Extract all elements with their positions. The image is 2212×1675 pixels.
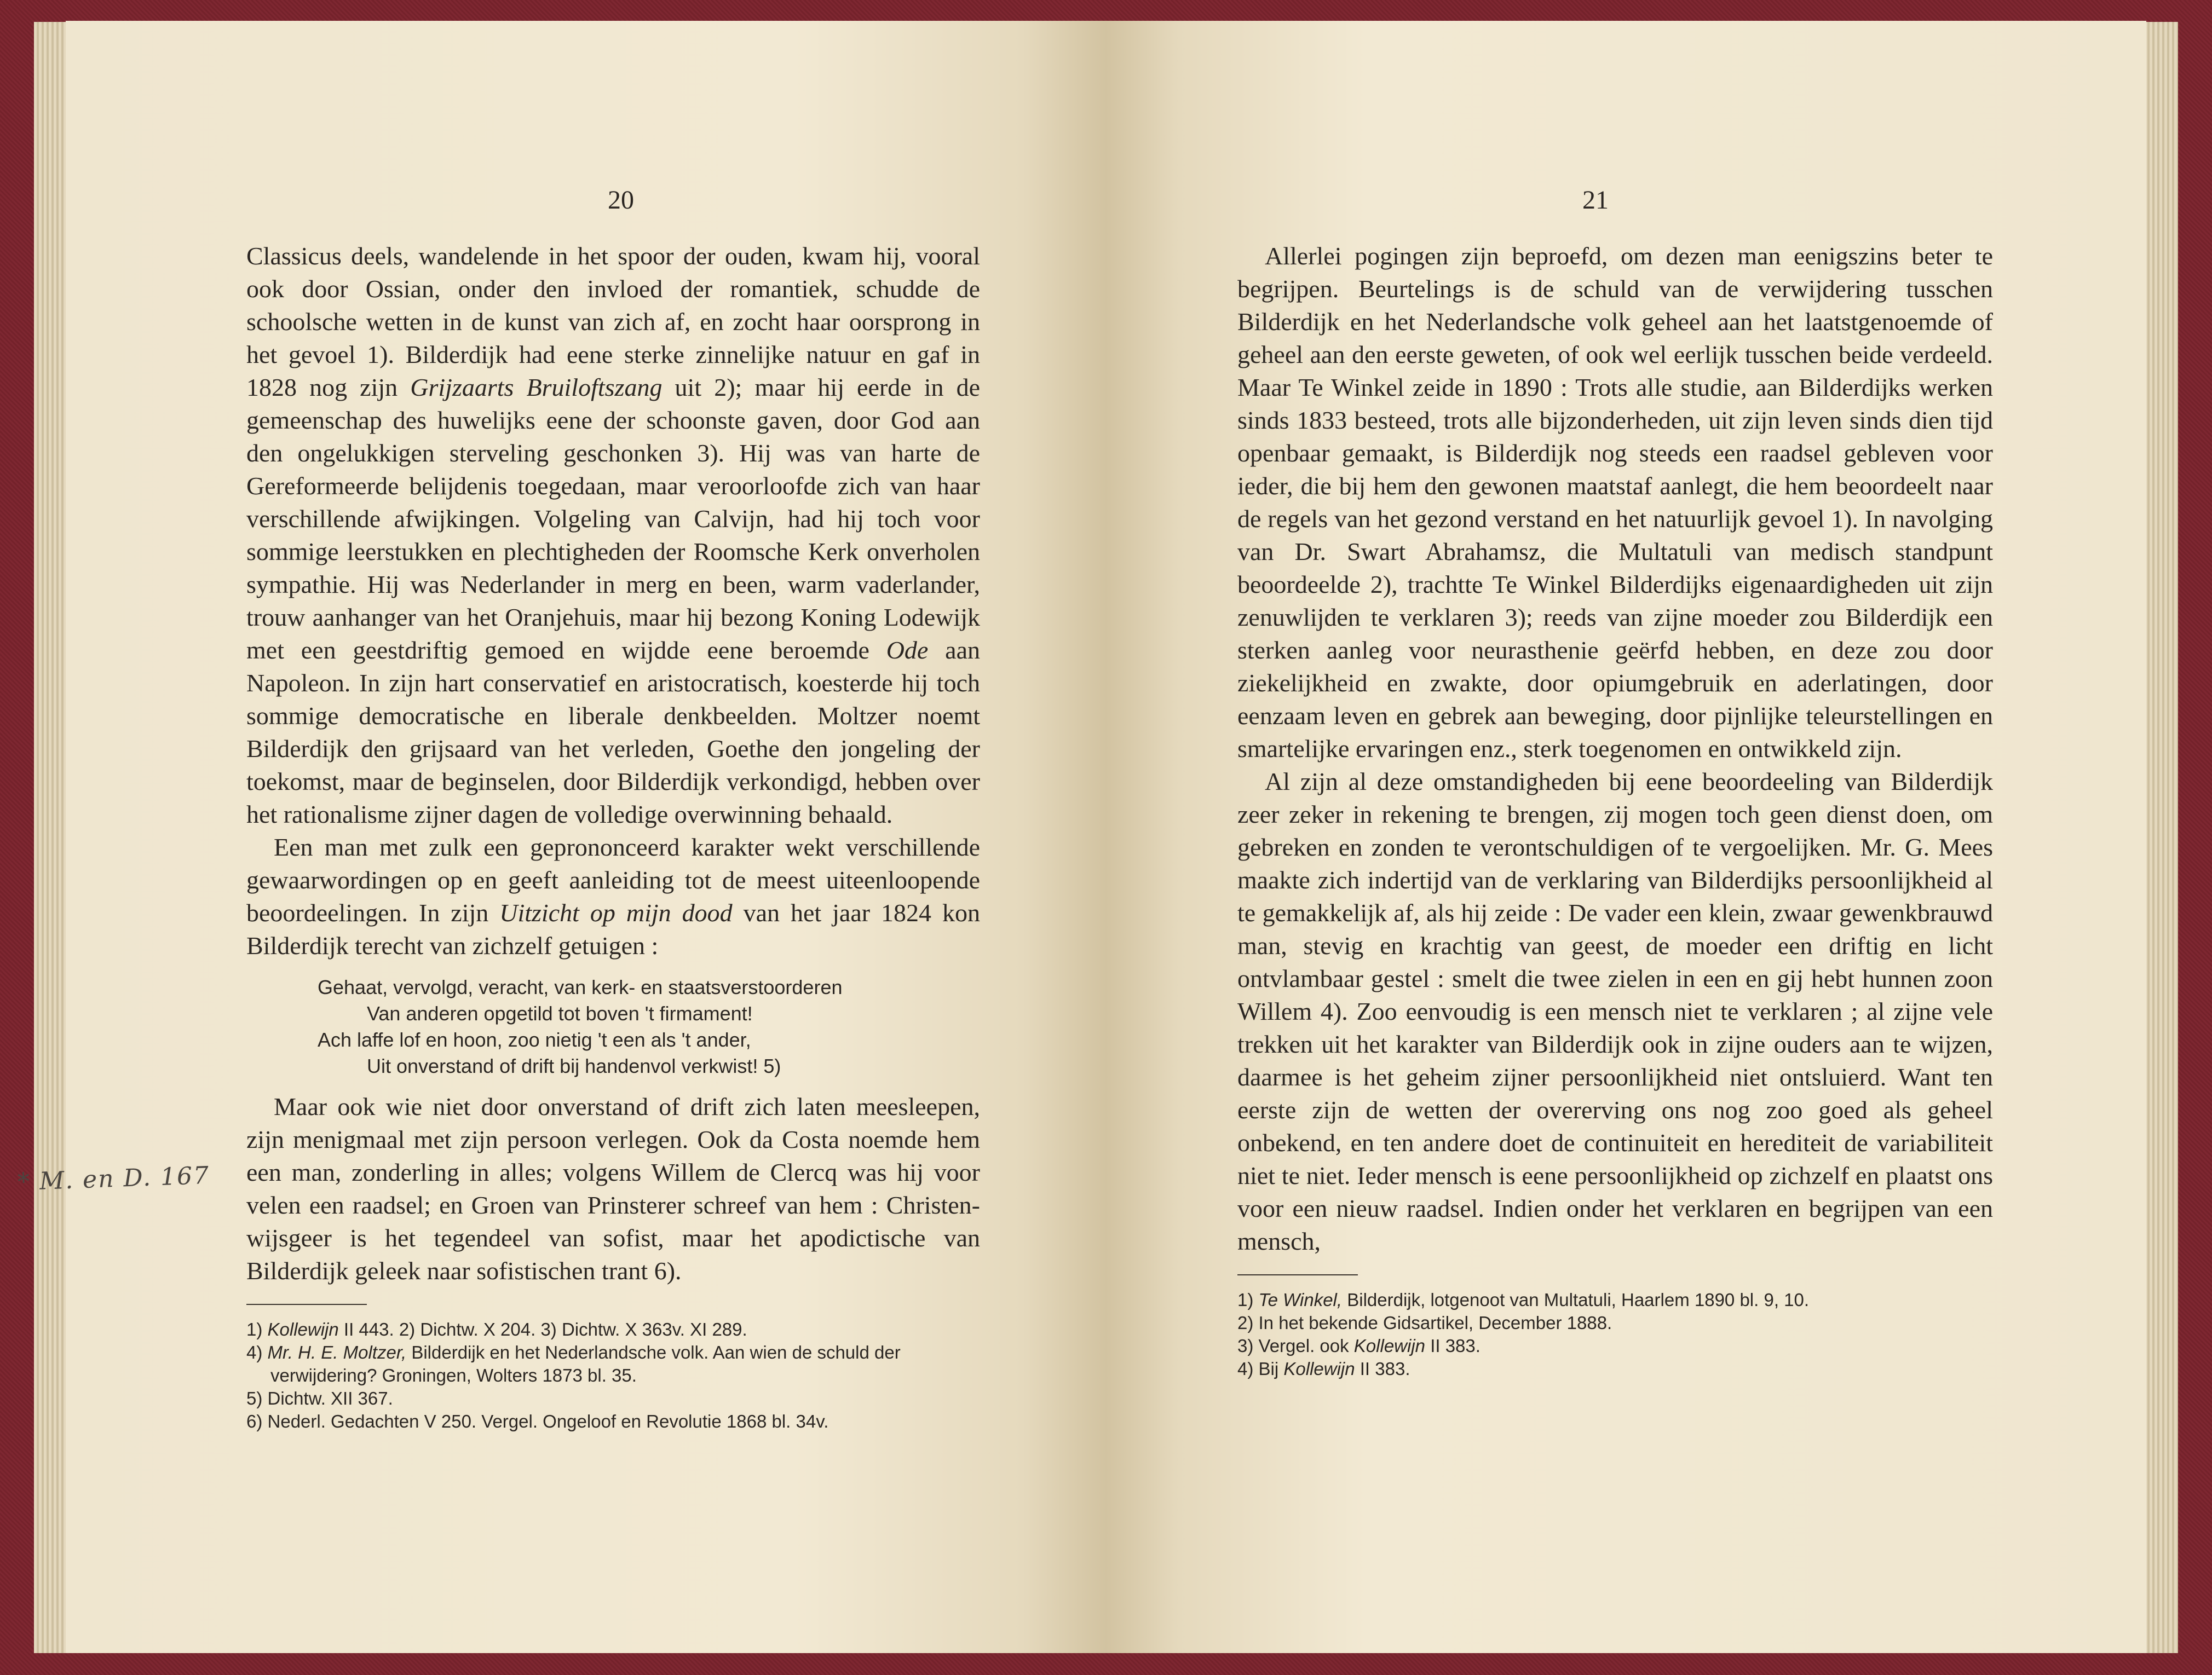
left-page: [66, 21, 1106, 1653]
verse-line: Uit onverstand of drift bij handenvol verkwist! 5): [367, 1055, 781, 1077]
footnote-3: [1237, 1335, 1993, 1358]
paragraph-al-zijn: Al zijn al deze omstandigheden bij eene beoordeeling van Bilderdijk zeer zeker in rekening te brengen, zij mogen toch geen dienst doen, om gebreken en zonden te verontschuldigen of te vergoelijken. Mr. G. Mees maakte zich indertijd van de verklaring van Bilderdijks persoonlijkheid al te gemakkelijk af, als hij zeide : De vader een klein, zwaar gewenkbrauwd man, stevig en krachtig van geest, de moeder een driftig en licht ontvlambaar gestel : smelt die twee zielen in een en gij hebt hunnen zoon Willem 4). Zoo eenvoudig is een mensch niet te verklaren ; al zijne vele trekken uit het karakter van Bilderdijk ook in zijne ouders aan te wijzen, daarmee is het geheim zijner persoonlijkheid niet ontsluierd. Want ten eerste zijn de wetten der overerving ons nog zoo goed als geheel onbekend, en ten andere doet de continuiteit en herediteit de variabiliteit niet te niet. Ieder mensch is eene persoonlijkheid op zichzelf en plaatst ons voor een nieuw raadsel. Indien onder het verklaren en begrijpen van een mensch,: [1237, 767, 1993, 1255]
page-number-right: 21: [1582, 186, 1609, 215]
footnote-2: 2) In het bekende Gidsartikel, December 1888.: [1237, 1313, 1612, 1333]
note-author: Mr. H. E. Moltzer,: [267, 1342, 407, 1362]
footnote-1: [1237, 1289, 1993, 1312]
footnote-1-3: [246, 1318, 980, 1341]
note-run: 4) Bij: [1237, 1359, 1284, 1379]
footnotes-right: [1237, 1289, 1993, 1381]
text-run: Classicus deels, wandelende in het spoor der ouden, kwam hij, vooral ook door Ossian, onder den invloed der romantiek, schudde de schoolsche wetten in de kunst van zich af, en zocht haar oorsprong in het gevoel 1). Bilderdijk had eene sterke zinnelijke natuur en gaf in 1828 nog zijn: [246, 242, 980, 401]
note-author: Kollewijn: [267, 1319, 339, 1339]
note-run: II 383.: [1425, 1336, 1481, 1356]
footnote-rule: [246, 1304, 367, 1305]
footnote-5: 5) Dichtw. XII 367.: [246, 1388, 393, 1408]
left-page-body: [246, 240, 980, 1433]
note-author: Kollewijn: [1353, 1336, 1426, 1356]
title-grijzaarts-bruiloftszang: Grijzaarts Bruiloftszang: [410, 373, 663, 401]
footnote-rule: [1237, 1274, 1358, 1275]
verse-quote: [318, 974, 980, 1079]
text-run: van het jaar 1824 kon Bilderdijk terecht van zichzelf getuigen :: [246, 899, 980, 960]
footnotes-left: [246, 1318, 980, 1433]
title-ode: Ode: [886, 636, 929, 664]
page-number-left: 20: [608, 186, 634, 215]
note-run: II 383.: [1355, 1359, 1410, 1379]
verse-line: Gehaat, vervolgd, veracht, van kerk- en staatsverstoorderen: [318, 976, 843, 998]
paragraph-een-man: [246, 831, 980, 962]
note-run: Bilderdijk en het Nederlandsche volk. Aan wien de schuld der verwijdering? Groningen, Wolters 1873 bl. 35.: [270, 1342, 901, 1385]
note-run: 3) Vergel. ook: [1237, 1336, 1354, 1356]
paragraph-allerlei: Allerlei pogingen zijn beproefd, om dezen man eenigszins beter te begrijpen. Beurtelings is de schuld van de verwijdering tusschen Bilderdijk en het Nederlandsche volk geheel aan het laatstgenoemde of geheel aan den eerste geweten, of ook wel eerlijk tusschen beide verdeeld. Maar Te Winkel zeide in 1890 : Trots alle studie, aan Bilderdijks werken sinds 1833 besteed, trots alle bijzonderheden, uit zijn leven sinds dien tijd openbaar gemaakt, is Bilderdijk nog steeds een raadsel gebleven voor ieder, die bij hem den gewonen maatstaf aanlegt, die hem beoordeelt naar de regels van het gezond verstand en het natuurlijk gevoel 1). In navolging van Dr. Swart Abrahamsz, die Multatuli van medisch standpunt beoordeelde 2), trachtte Te Winkel Bilderdijks eigenaardigheden uit zijn zenuwlijden te verklaren 3); reeds van zijne moeder zou Bilderdijk een sterken aanleg voor neurasthenie geërfd hebben, en deze zou door ziekelijkheid en zwakte, door opiumgebruik en aderlatingen, door eenzaam leven en gebrek aan beweging, door pijnlijke teleurstellingen en smartelijke ervaringen enz., sterk toegenomen en ontwikkeld zijn.: [1237, 242, 1993, 763]
text-run: aan Napoleon. In zijn hart conservatief en aristocratisch, koesterde hij toch sommige democratische en liberale denkbeelden. Moltzer noemt Bilderdijk den grijsaard van het verleden, Goethe den jongeling der toekomst, maar de beginselen, door Bilderdijk verkondigd, hebben over het rationalisme zijner dagen de volledige overwinning behaald.: [246, 636, 980, 828]
note-run: 1): [1237, 1290, 1259, 1310]
verse-line: Ach laffe lof en hoon, zoo nietig 't een als 't ander,: [318, 1029, 751, 1051]
footnote-4: [246, 1341, 980, 1387]
note-author: Kollewijn: [1283, 1359, 1355, 1379]
right-page: [1106, 21, 2146, 1653]
note-run: 1): [246, 1319, 268, 1339]
note-run: 4): [246, 1342, 268, 1362]
handwritten-margin-note: * M. en D. 167: [17, 1161, 210, 1197]
note-run: II 443. 2) Dichtw. X 204. 3) Dichtw. X 363v. XI 289.: [338, 1319, 747, 1339]
note-run: Bilderdijk, lotgenoot van Multatuli, Haarlem 1890 bl. 9, 10.: [1342, 1290, 1810, 1310]
text-run: uit 2); maar hij eerde in de gemeenschap des huwelijks eene der schoonste gaven, door God aan den ongelukkigen sterveling geschonken 3). Hij was van harte de Gereformeerde belijdenis toegedaan, maar veroorloofde zich van haar verschillende afwijkingen. Volgeling van Calvijn, had hij toch voor sommige leerstukken en plechtigheden der Roomsche Kerk onverholen sympathie. Hij was Nederlander in merg en been, warm vaderlander, trouw aanhanger van het Oranjehuis, maar hij bezong Koning Lodewijk met een geestdriftig gemoed en wijdde eene beroemde: [246, 373, 981, 664]
right-page-body: [1237, 240, 1993, 1381]
footnote-6: 6) Nederl. Gedachten V 250. Vergel. Ongeloof en Revolutie 1868 bl. 34v.: [246, 1411, 829, 1431]
verse-line: Van anderen opgetild tot boven 't firmament!: [367, 1002, 753, 1025]
paragraph-maar-ook: Maar ook wie niet door onverstand of drift zich laten meesleepen, zijn menigmaal met zijn persoon verlegen. Ook da Costa noemde hem een man, zonderling in alles; volgens Willem de Clercq was hij voor velen een raadsel; en Groen van Prinsterer schreef van hem : Christen-wijsgeer is het tegendeel van sofist, maar het apodictische van Bilderdijk geleek naar sofistischen trant 6).: [246, 1093, 980, 1285]
title-uitzicht-op-mijn-dood: Uitzicht op mijn dood: [499, 899, 733, 927]
text-run: Een man met zulk een geprononceerd karakter wekt verschillende gewaarwordingen op en geeft aanleiding tot de meest uiteenloopende beoordeelingen. In zijn: [246, 833, 980, 927]
note-author: Te Winkel,: [1258, 1290, 1343, 1310]
paragraph-classicus: [246, 240, 980, 831]
footnote-4: [1237, 1358, 1993, 1381]
